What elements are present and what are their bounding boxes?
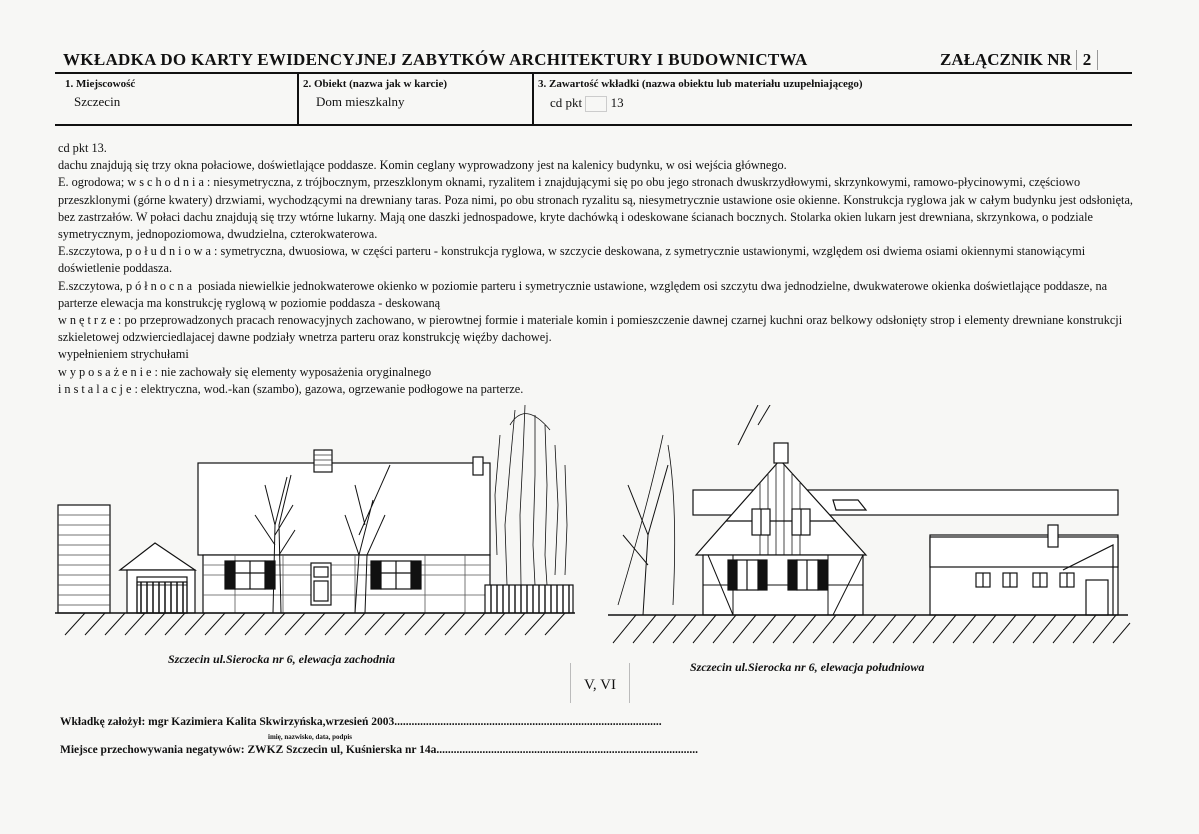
installations-line <box>58 381 1148 398</box>
document-title: WKŁADKA DO KARTY EWIDENCYJNEJ ZABYTKÓW ARCHITEKTURY I BUDOWNICTWA <box>63 50 808 69</box>
body-line: cd pkt 13. <box>58 141 107 155</box>
content-value-number: 13 <box>610 95 624 110</box>
body-seg-spaced: północna <box>125 278 196 293</box>
storage-line: Miejsce przechowywania negatywów: ZWKZ Szczecin ul, Kuśnierska nr 14a........................................................................................... <box>60 744 699 756</box>
description-text <box>58 140 1148 398</box>
annex-label <box>940 50 1098 70</box>
body-seg: : po przeprowadzonych pracach renowacyjnych zachowano, w pierowtnej formie i materiale komin i pomieszczenie dawnej czarnej kuchni oraz belkowy odsłonięty strop i elementy drewniane konstrukcji szkieletowej odzwierciedlajacej dawne podziały wnetrza parteru oraz konstrukcję więźby dachowej. <box>58 313 1123 345</box>
author-hint: imię, nazwisko, data, podpis <box>268 733 353 741</box>
locality-label: 1. Miejscowość <box>65 78 136 90</box>
content-value-box <box>585 96 607 112</box>
table-divider-1 <box>297 73 299 125</box>
equipment-line <box>58 364 1148 381</box>
body-seg: E.szczytowa, <box>58 278 126 293</box>
body-seg-spaced: wyposażenie <box>58 364 155 379</box>
body-seg-spaced: południowa <box>125 244 215 259</box>
body-line: dachu znajdują się trzy okna połaciowe, doświetlające poddasze. Komin ceglany wyprowadzony jest na kalenicy budynku, w osi wejścia głównego. <box>58 158 787 173</box>
body-seg: E. ogrodowa; <box>58 175 128 190</box>
content-label: 3. Zawartość wkładki (nazwa obiektu lub materiału uzupełniającego) <box>538 78 863 90</box>
photo-reference: V, VI <box>570 663 630 703</box>
body-seg: : nie zachowały się elementy wyposażenia oryginalnego <box>154 364 432 379</box>
annex-number: 2 <box>1076 50 1099 70</box>
body-seg: : symetryczna, dwuosiowa, w części parteru - konstrukcja ryglowa, w szczycie deskowana, z symetrycznie ustawionymi, względem osi dwiema osiami okiennymi stanowiącymi doświetlenie poddasza. <box>58 244 1086 276</box>
south-elevation-drawing <box>608 405 1138 675</box>
table-top-rule <box>55 72 1132 74</box>
body-seg-spaced: wschodnia <box>127 175 207 190</box>
left-drawing-caption: Szczecin ul.Sierocka nr 6, elewacja zachodnia <box>168 652 396 666</box>
author-line: Wkładkę założył: mgr Kazimiera Kalita Skwirzyńska,wrzesień 2003............................................................................................. <box>60 716 662 728</box>
table-divider-2 <box>532 73 534 125</box>
body-seg-spaced: instalacje <box>58 381 135 396</box>
object-label: 2. Obiekt (nazwa jak w karcie) <box>303 78 448 90</box>
content-value <box>550 95 624 112</box>
locality-value: Szczecin <box>74 94 121 109</box>
east-elevation-paragraph <box>58 174 1148 243</box>
annex-label-text: ZAŁĄCZNIK NR <box>940 50 1072 69</box>
south-elevation-paragraph <box>58 243 1148 277</box>
body-seg: posiada niewielkie jednokwaterowe okienko w poziomie parteru i symetrycznie ustawione, względem osi szczytu dwa jednodzielne, dwukwaterowe okienka doświetlające poddasze, na parterze elewacja ma konstrukcję ryglową w poziomie poddasza - deskowaną <box>58 278 1108 310</box>
body-line: wypełnieniem strychułami <box>58 347 189 362</box>
body-seg: E.szczytowa, <box>58 244 126 259</box>
object-value: Dom mieszkalny <box>316 94 405 109</box>
right-drawing-caption: Szczecin ul.Sierocka nr 6, elewacja południowa <box>690 660 925 674</box>
body-seg: : niesymetryczna, z trójbocznym, przeszklonym oknami, ryzalitem i znajdującymi się po obu jego stronach dwuskrzydłowymi, skrzynkowymi, ramowo-płycinowymi, częściowo przeszklonymi (górne kwatery) drzwiami, wychodzącymi na drewniany taras. Poza nimi, po obu stronach ryzalitu są, niesymetrycznie ustawione osie okienne. Konstrukcja ryglowa jak w całym budynku jest odsłonięta, bez zastrzałów. W połaci dachu znajdują się trzy wtórne lukarny. Mają one daszki jednospadowe, kryte dachówką i odeskowane ścianach bocznych. Stolarka okien lukarn jest drewniana, skrzynkowa, o podziale symetrycznym, jednopoziomowa, dwudzielna, czterokwaterowa. <box>58 175 1133 242</box>
table-bottom-rule <box>55 124 1132 126</box>
north-elevation-paragraph <box>58 278 1148 312</box>
content-value-prefix: cd pkt <box>550 95 583 110</box>
body-seg-spaced: wnętrze <box>58 313 118 328</box>
interior-paragraph <box>58 312 1148 346</box>
body-seg: : elektryczna, wod.-kan (szambo), gazowa, ogrzewanie podłogowe na parterze. <box>134 381 524 396</box>
west-elevation-drawing <box>55 405 580 675</box>
